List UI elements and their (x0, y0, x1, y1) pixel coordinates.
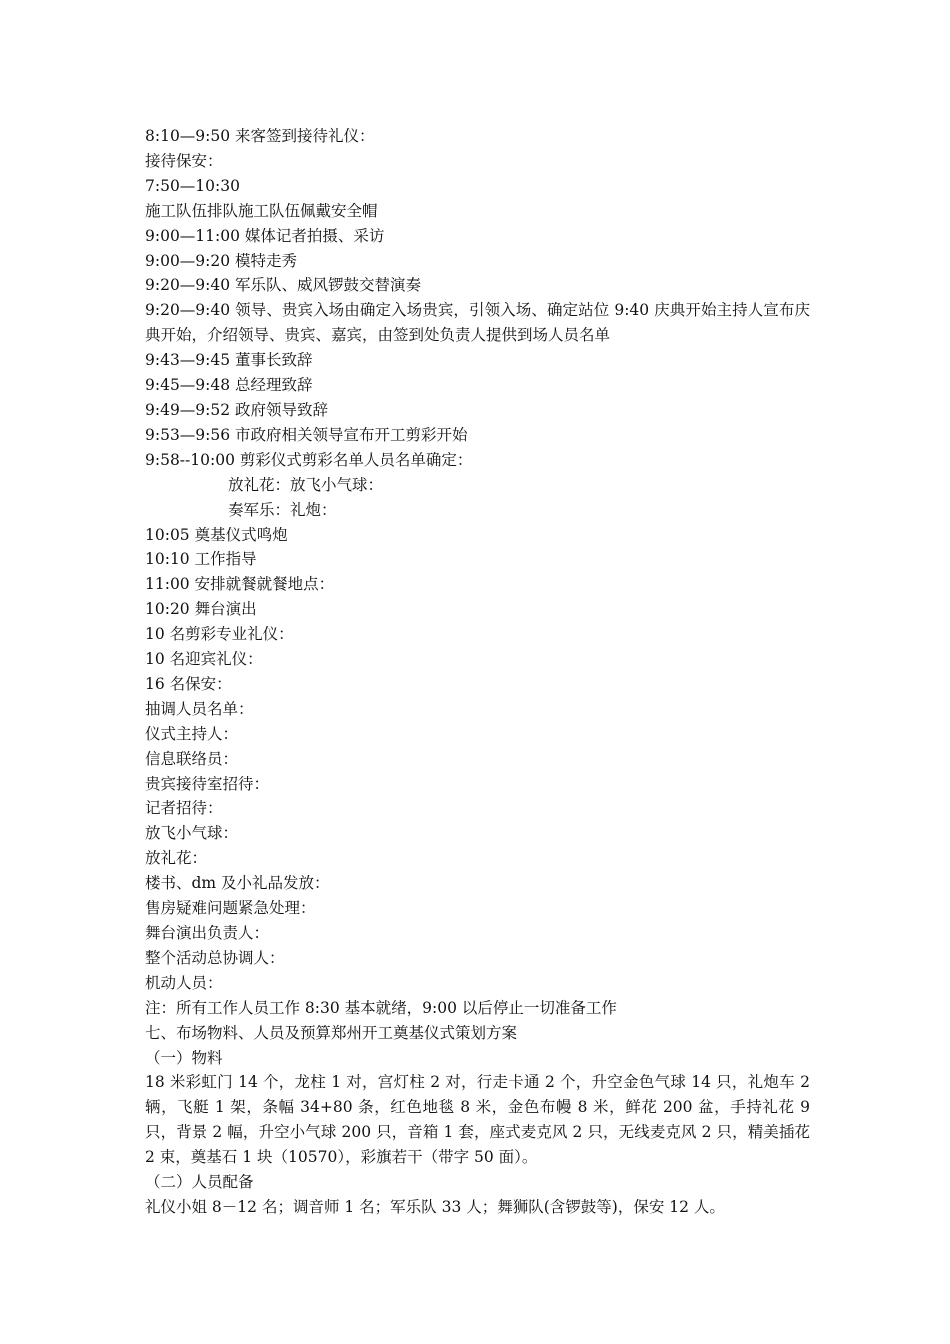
schedule-line: 9:20—9:40 军乐队、威风锣鼓交替演奏 (145, 276, 422, 295)
role-line: 机动人员： (145, 973, 223, 992)
subsection-heading: （二）人员配备 (145, 1173, 254, 1192)
staff-line: 10 名迎宾礼仪： (145, 650, 263, 669)
schedule-line: 9:45—9:48 总经理致辞 (145, 376, 313, 395)
role-line: 整个活动总协调人： (145, 948, 285, 967)
note-line: 注：所有工作人员工作 8:30 基本就绪，9:00 以后停止一切准备工作 (145, 998, 617, 1017)
schedule-line: 10:05 奠基仪式鸣炮 (145, 525, 288, 544)
schedule-line: 9:43—9:45 董事长致辞 (145, 351, 313, 370)
role-line: 楼书、dm 及小礼品发放： (145, 874, 330, 893)
materials-paragraph: 18 米彩虹门 14 个，龙柱 1 对，宫灯柱 2 对，行走卡通 2 个，升空金色气球 14 只，礼炮车 2 辆，飞艇 1 架，条幅 34+80 条，红色地毯 8 米，金色布幔 8 米，鲜花 200 盆，手持礼花 9 只，背景 2 幅，升空小气球 200 只，音箱 1 套，座式麦克风 2 只，无线麦克风 2 只，精美插花 2 束，奠基石 1 块（10570），彩旗若干（带字 50 面）。 (145, 1073, 810, 1167)
staff-line: 16 名保安： (145, 674, 232, 693)
role-line: 放礼花： (145, 849, 208, 868)
schedule-line: 10:10 工作指导 (145, 550, 257, 569)
role-line: 贵宾接待室招待： (145, 774, 270, 793)
schedule-paragraph: 9:20—9:40 领导、贵宾入场由确定入场贵宾，引领入场、确定站位 9:40 庆典开始主持人宣布庆典开始，介绍领导、贵宾、嘉宾，由签到处负责人提供到场人员名单 (145, 301, 810, 345)
indented-line: 放礼花：放飞小气球： (228, 475, 384, 494)
schedule-line: 9:00—11:00 媒体记者拍摄、采访 (145, 226, 385, 245)
schedule-line: 7:50—10:30 (145, 176, 240, 195)
role-line: 记者招待： (145, 799, 223, 818)
indented-line: 奏军乐：礼炮： (228, 500, 337, 519)
text-line: 施工队伍排队施工队伍佩戴安全帽 (145, 201, 378, 220)
schedule-line: 8:10—9:50 来客签到接待礼仪： (145, 127, 375, 145)
staffing-line: 礼仪小姐 8－12 名；调音师 1 名；军乐队 33 人；舞狮队(含锣鼓等)，保安 12 人。 (145, 1197, 725, 1216)
role-line: 信息联络员： (145, 749, 239, 768)
subsection-heading: （一）物料 (145, 1048, 223, 1067)
section-heading: 七、布场物料、人员及预算郑州开工奠基仪式策划方案 (145, 1023, 518, 1042)
document-body (145, 124, 810, 1220)
text-line: 接待保安： (145, 151, 223, 170)
role-line: 仪式主持人： (145, 724, 239, 743)
schedule-line: 11:00 安排就餐就餐地点： (145, 575, 335, 594)
schedule-line: 9:58--10:00 剪彩仪式剪彩名单人员名单确定： (145, 450, 473, 469)
schedule-line: 9:00—9:20 模特走秀 (145, 251, 298, 270)
schedule-line: 9:53—9:56 市政府相关领导宣布开工剪彩开始 (145, 425, 468, 444)
role-line: 放飞小气球： (145, 824, 239, 843)
staff-line: 10 名剪彩专业礼仪： (145, 625, 294, 644)
role-line: 舞台演出负责人： (145, 924, 270, 942)
schedule-line: 9:49—9:52 政府领导致辞 (145, 400, 329, 419)
text-line: 抽调人员名单： (145, 699, 254, 718)
role-line: 售房疑难问题紧急处理： (145, 899, 316, 918)
schedule-line: 10:20 舞台演出 (145, 600, 257, 619)
